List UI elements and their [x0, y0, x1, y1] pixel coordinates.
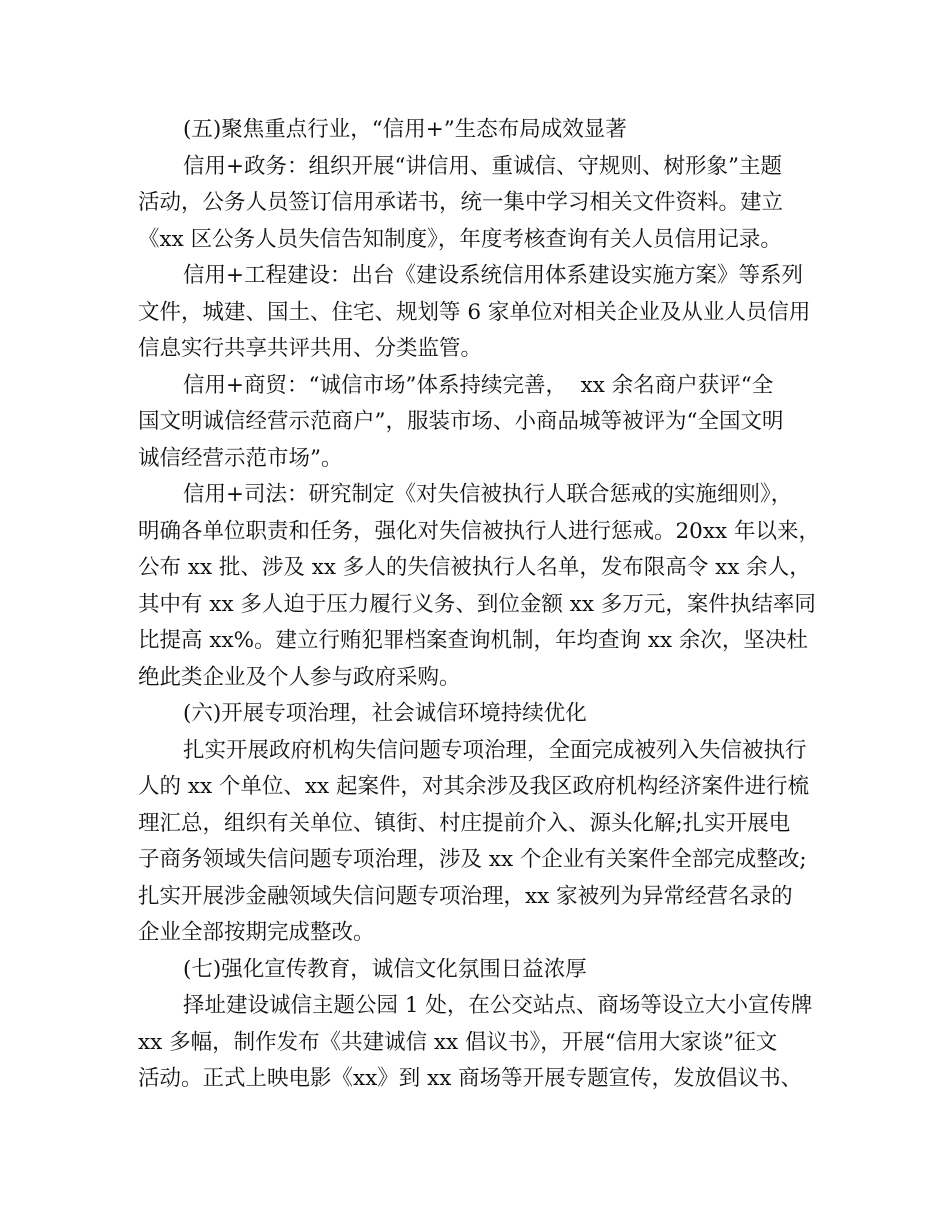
paragraph-line: 信用+工程建设：出台《建设系统信用体系建设实施方案》等系列: [183, 263, 804, 288]
paragraph-line: 比提高 xx%。建立行贿犯罪档案查询机制，年均查询 xx 余次，坚决杜: [138, 628, 808, 653]
paragraph-line: 信用+政务：组织开展“讲信用、重诚信、守规则、树形象”主题: [183, 153, 783, 179]
paragraph-line: 企业全部按期完成整改。: [138, 920, 375, 945]
paragraph-line: 扎实开展政府机构失信问题专项治理，全面完成被列入失信被执行: [183, 737, 807, 763]
section-heading-5: (五)聚焦重点行业，“信用+”生态布局成效显著: [183, 117, 627, 142]
paragraph-line: 信用+商贸：“诚信市场”体系持续完善， xx 余名商户获评“全: [183, 372, 774, 398]
paragraph-line: 扎实开展涉金融领域失信问题专项治理，xx 家被列为异常经营名录的: [138, 883, 793, 909]
paragraph-line: 理汇总，组织有关单位、镇街、村庄提前介入、源头化解;扎实开展电: [138, 810, 791, 836]
paragraph-line: 文件，城建、国土、住宅、规划等 6 家单位对相关企业及从业人员信用: [138, 299, 811, 325]
section-heading-6: (六)开展专项治理，社会诚信环境持续优化: [183, 701, 587, 726]
paragraph-line: 活动，公务人员签订信用承诺书，统一集中学习相关文件资料。建立: [138, 190, 784, 215]
document-body: [138, 112, 828, 1098]
section-heading-7: (七)强化宣传教育，诚信文化氛围日益浓厚: [183, 956, 587, 982]
paragraph-line: 明确各单位职责和任务，强化对失信被执行人进行惩戒。20xx 年以来，: [138, 518, 820, 544]
paragraph-line: 其中有 xx 多人迫于压力履行义务、到位金额 xx 多万元，案件执结率同: [138, 591, 816, 617]
paragraph-line: 国文明诚信经营示范商户”，服装市场、小商品城等被评为“全国文明: [138, 409, 784, 434]
paragraph-line: 绝此类企业及个人参与政府采购。: [138, 664, 461, 690]
paragraph-line: xx 多幅，制作发布《共建诚信 xx 倡议书》，开展“信用大家谈”征文: [138, 1029, 778, 1055]
paragraph-line: 《xx 区公务人员失信告知制度》，年度考核查询有关人员信用记录。: [138, 226, 782, 252]
paragraph-line: 信息实行共享共评共用、分类监管。: [138, 336, 483, 361]
paragraph-line: 人的 xx 个单位、xx 起案件，对其余涉及我区政府机构经济案件进行梳: [138, 774, 810, 799]
paragraph-line: 择址建设诚信主题公园 1 处，在公交站点、商场等设立大小宣传牌: [183, 993, 813, 1018]
paragraph-line: 子商务领域失信问题专项治理，涉及 xx 个企业有关案件全部完成整改;: [138, 847, 807, 872]
paragraph-line: 公布 xx 批、涉及 xx 多人的失信被执行人名单，发布限高令 xx 余人，: [138, 555, 811, 580]
paragraph-line: 信用+司法：研究制定《对失信被执行人联合惩戒的实施细则》，: [183, 482, 793, 507]
paragraph-line: 活动。正式上映电影《xx》到 xx 商场等开展专题宣传，发放倡议书、: [138, 1066, 803, 1091]
paragraph-line: 诚信经营示范市场”。: [138, 445, 343, 471]
